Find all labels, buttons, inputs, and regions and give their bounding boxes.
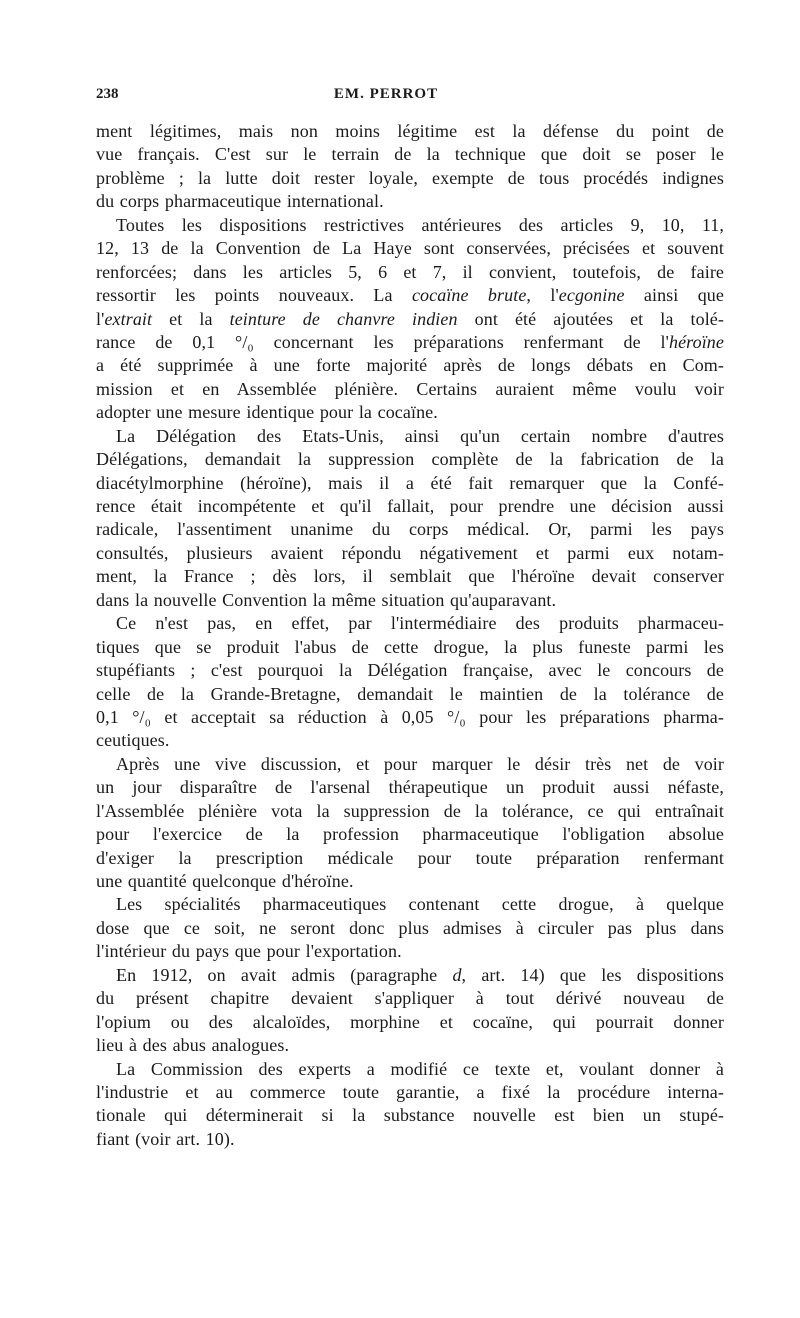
text-segment: Ce n'est pas, en effet, par l'intermédiaire des produits pharmaceu- xyxy=(116,613,724,634)
text-line xyxy=(96,987,724,1010)
text-segment: lieu à des abus analogues. xyxy=(96,1035,290,1056)
text-line xyxy=(96,1081,724,1104)
text-segment: ressortir les points nouveaux. La xyxy=(96,285,412,306)
text-segment: pour l'exercice de la profession pharmaceutique l'obligation absolue xyxy=(96,824,724,845)
text-segment: ceutiques. xyxy=(96,730,170,751)
text-segment: l' xyxy=(96,308,105,329)
text-line xyxy=(96,823,724,846)
text-line xyxy=(96,401,724,424)
text-line xyxy=(96,284,724,307)
text-segment: une quantité quelconque d'héroïne. xyxy=(96,871,354,891)
text-line xyxy=(96,1034,724,1057)
text-segment: rence était incompétente et qu'il fallait, pour prendre une décision aussi xyxy=(96,496,724,516)
text-segment: dans la nouvelle Convention la même situation qu'auparavant. xyxy=(96,589,557,610)
text-line xyxy=(96,237,724,260)
text-segment: l'opium ou des alcaloïdes, morphine et cocaïne, qui pourrait donner xyxy=(96,1011,724,1032)
text-segment: renforcées; dans les articles 5, 6 et 7, il convient, toutefois, de faire xyxy=(96,261,724,282)
text-line xyxy=(96,190,724,213)
text-segment: dose que ce soit, ne seront donc plus admises à circuler pas plus dans xyxy=(96,917,724,938)
text-line xyxy=(96,1011,724,1034)
text-line xyxy=(96,636,724,659)
italic-text: d xyxy=(452,964,462,985)
italic-text: héroïne xyxy=(668,331,724,352)
text-segment: diacétylmorphine (héroïne), mais il a été fait remarquer que la Confé- xyxy=(96,472,724,493)
text-line xyxy=(96,448,724,471)
text-segment: stupéfiants ; c'est pourquoi la Délégation française, avec le concours de xyxy=(96,660,724,681)
text-line xyxy=(96,495,724,518)
text-segment: 0,1 °/₀ et acceptait sa réduction à 0,05 °/₀ pour les préparations pharma- xyxy=(96,706,724,727)
page-header xyxy=(96,86,676,108)
text-segment: problème ; la lutte doit rester loyale, exempte de tous procédés indignes xyxy=(96,167,724,188)
text-segment: La Délégation des Etats-Unis, ainsi qu'un certain nombre d'autres xyxy=(116,425,724,446)
text-line xyxy=(96,1058,724,1081)
text-line xyxy=(96,542,724,565)
text-segment: adopter une mesure identique pour la cocaïne. xyxy=(96,402,438,423)
text-line xyxy=(96,120,724,143)
text-line xyxy=(96,1128,724,1151)
text-line xyxy=(96,589,724,612)
text-segment: , l' xyxy=(526,285,559,306)
running-title: EM. PERROT xyxy=(333,86,439,102)
italic-text: teinture de chanvre indien xyxy=(229,308,458,329)
text-segment: consultés, plusieurs avaient répondu négativement et parmi eux notam- xyxy=(96,542,724,563)
text-line xyxy=(96,964,724,987)
text-segment: ment, la France ; dès lors, il semblait que l'héroïne devait conserver xyxy=(96,566,724,587)
text-segment: En 1912, on avait admis (paragraphe xyxy=(116,964,453,985)
text-segment: , art. 14) que les dispositions xyxy=(461,964,724,985)
text-segment: radicale, l'assentiment unanime du corps médical. Or, parmi les pays xyxy=(96,519,724,540)
page-number: 238 xyxy=(96,86,119,102)
text-line xyxy=(96,425,724,448)
text-line xyxy=(96,917,724,940)
text-line xyxy=(96,518,724,541)
text-line xyxy=(96,893,724,916)
text-segment: l'industrie et au commerce toute garantie, a fixé la procédure interna- xyxy=(96,1081,724,1102)
text-segment: fiant (voir art. 10). xyxy=(96,1128,235,1149)
text-line xyxy=(96,378,724,401)
text-segment: celle de la Grande-Bretagne, demandait le maintien de la tolérance de xyxy=(96,683,724,704)
text-line xyxy=(96,706,724,729)
text-line xyxy=(96,847,724,870)
text-segment: et la xyxy=(152,308,230,329)
italic-text: cocaïne brute xyxy=(411,285,527,306)
text-line xyxy=(96,800,724,823)
text-line xyxy=(96,143,724,166)
text-line xyxy=(96,354,724,377)
italic-text: extrait xyxy=(104,308,153,329)
text-line xyxy=(96,214,724,237)
text-segment: mission et en Assemblée plénière. Certains auraient même voulu voir xyxy=(96,378,724,399)
text-segment: tionale qui déterminerait si la substance nouvelle est bien un stupé- xyxy=(96,1105,724,1126)
text-segment: a été supprimée à une forte majorité après de longs débats en Com- xyxy=(96,355,724,376)
text-line xyxy=(96,261,724,284)
text-segment: d'exiger la prescription médicale pour toute préparation renfermant xyxy=(96,847,724,868)
text-line xyxy=(96,472,724,495)
text-segment: vue français. C'est sur le terrain de la technique que doit se poser le xyxy=(96,144,724,165)
text-segment: rance de 0,1 °/₀ concernant les préparations renfermant de l' xyxy=(96,331,669,352)
text-line xyxy=(96,870,724,893)
text-segment: du corps pharmaceutique international. xyxy=(96,191,384,212)
text-line xyxy=(96,308,724,331)
text-line xyxy=(96,331,724,354)
text-segment: Les spécialités pharmaceutiques contenant cette drogue, à quelque xyxy=(116,894,724,915)
text-line xyxy=(96,1104,724,1127)
text-line xyxy=(96,683,724,706)
text-line xyxy=(96,565,724,588)
text-line xyxy=(96,659,724,682)
text-segment: du présent chapitre devaient s'appliquer à tout dérivé nouveau de xyxy=(96,988,724,1009)
text-line xyxy=(96,612,724,635)
text-segment: Délégations, demandait la suppression complète de la fabrication de la xyxy=(96,449,724,470)
text-line xyxy=(96,753,724,776)
text-segment: Après une vive discussion, et pour marquer le désir très net de voir xyxy=(116,753,724,774)
text-segment: l'intérieur du pays que pour l'exportation. xyxy=(96,941,402,962)
text-line xyxy=(96,940,724,963)
text-segment: 12, 13 de la Convention de La Haye sont conservées, précisées et souvent xyxy=(96,238,724,259)
text-line xyxy=(96,729,724,752)
body-text xyxy=(96,120,724,1151)
text-segment: ainsi que xyxy=(624,285,724,306)
text-segment: La Commission des experts a modifié ce texte et, voulant donner à xyxy=(116,1058,724,1079)
text-line xyxy=(96,167,724,190)
text-segment: ont été ajoutées et la tolé- xyxy=(457,308,724,329)
text-line xyxy=(96,776,724,799)
text-segment: ment légitimes, mais non moins légitime est la défense du point de xyxy=(96,121,724,141)
text-segment: un jour disparaître de l'arsenal thérapeutique un produit aussi néfaste, xyxy=(96,777,724,798)
text-segment: l'Assemblée plénière vota la suppression de la tolérance, ce qui entraînait xyxy=(96,800,724,821)
text-segment: Toutes les dispositions restrictives antérieures des articles 9, 10, 11, xyxy=(116,214,724,235)
italic-text: ecgonine xyxy=(558,285,625,306)
text-segment: tiques que se produit l'abus de cette drogue, la plus funeste parmi les xyxy=(96,636,724,657)
